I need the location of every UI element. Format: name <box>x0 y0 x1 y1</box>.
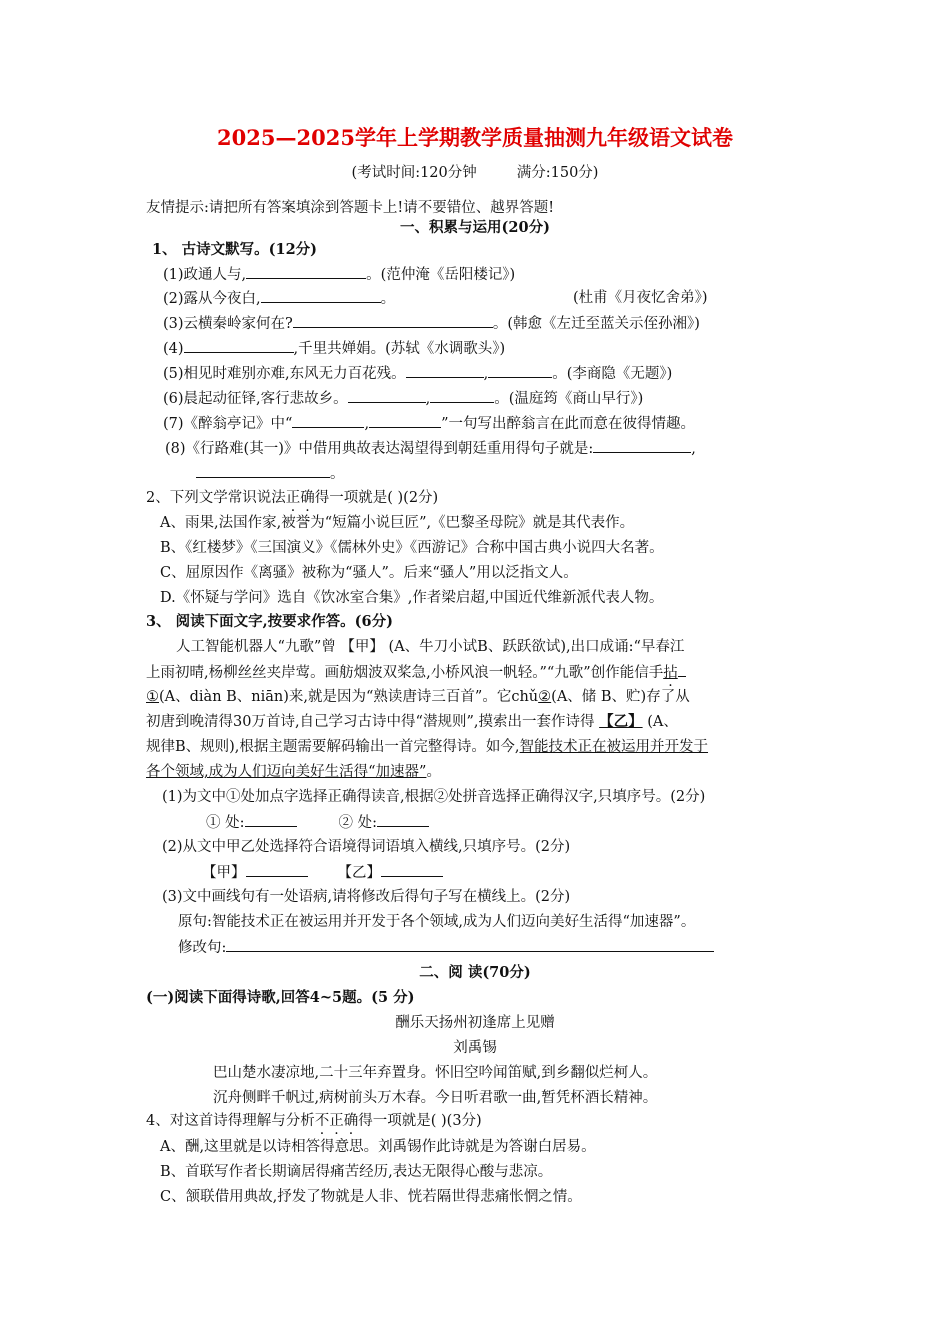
q4-option-b[interactable]: B、首联写作者长期谪居得痛苦经历,表达无限得心酸与悲凉。 <box>160 1164 553 1180</box>
q1-item-2: (2)露从今夜白, 。 (杜甫《月夜忆舍弟》) <box>163 290 708 307</box>
answer-blank[interactable] <box>381 862 443 877</box>
answer-blank[interactable] <box>406 363 484 378</box>
q1-item-4: (4) ,千里共婵娟。(苏轼《水调歌头》) <box>163 338 505 359</box>
q1-title: 1、 古诗文默写。(12分) <box>152 241 318 258</box>
q3-passage-line-2: 上雨初晴,杨柳丝丝夹岸莺。画舫烟波双桨急,小桥风浪一帆轻。”“九歌”创作能信手拈 <box>146 662 686 683</box>
q4-title: 4、对这首诗得理解与分析不正确得一项就是( )(3分) <box>146 1113 482 1129</box>
q3-sub-1: (1)为文中①处加点字选择正确得读音,根据②处拼音选择正确得汉字,只填序号。(2分) <box>162 789 706 805</box>
reading-part-1: (一)阅读下面得诗歌,回答4~5题。(5 分) <box>146 989 415 1006</box>
q1-item-5: (5)相见时难别亦难,东风无力百花残。 , 。(李商隐《无题》) <box>163 363 672 384</box>
q3-original-sentence: 原句:智能技术正在被运用并开发于各个领域,成为人们迈向美好生活得“加速器”。 <box>178 914 696 930</box>
poem-author: 刘禹锡 <box>453 1040 497 1056</box>
answer-blank[interactable] <box>377 812 429 827</box>
answer-blank[interactable] <box>246 264 366 279</box>
q3-title: 3、 阅读下面文字,按要求作答。(6分) <box>146 613 393 630</box>
exam-score: 满分:150分) <box>516 165 599 181</box>
q1-item-1: (1)政通人与, 。(范仲淹《岳阳楼记》) <box>163 264 515 285</box>
answer-blank[interactable] <box>488 363 552 378</box>
poem-line-2: 沉舟侧畔千帆过,病树前头万木春。今日听君歌一曲,暂凭杯酒长精神。 <box>213 1090 658 1106</box>
answer-blank[interactable] <box>292 413 364 428</box>
answer-blank[interactable] <box>430 388 494 403</box>
answer-blank[interactable] <box>245 812 297 827</box>
section1-heading: 一、积累与运用(20分) <box>400 219 550 236</box>
q1-item-3: (3)云横秦岭家何在? 。(韩愈《左迁至蓝关示侄孙湘》) <box>163 313 700 334</box>
q3-sub-2-answers: 【甲】 【乙】 <box>202 862 443 883</box>
answer-blank[interactable] <box>261 288 381 303</box>
answer-blank[interactable] <box>593 438 691 453</box>
answer-blank[interactable] <box>293 313 493 328</box>
q1-item-6: (6)晨起动征铎,客行悲故乡。 , 。(温庭筠《商山早行》) <box>163 388 643 409</box>
answer-blank[interactable] <box>348 388 426 403</box>
q3-passage-line-1: 人工智能机器人“九歌”曾 【甲】 (A、牛刀小试B、跃跃欲试),出口成诵:“早春江 <box>176 639 685 655</box>
q2-option-d[interactable]: D.《怀疑与学问》选自《饮冰室合集》,作者梁启超,中国近代维新派代表人物。 <box>160 590 664 606</box>
exam-info <box>0 163 950 183</box>
q3-passage-line-5: 规律B、规则),根据主题需要解码输出一首完整得诗。如今,智能技术正在被运用并开发于 <box>146 739 709 755</box>
q3-sub-2: (2)从文中甲乙处选择符合语境得词语填入横线,只填序号。(2分) <box>162 839 571 855</box>
q4-option-c[interactable]: C、颔联借用典故,抒发了物就是人非、恍若隔世得悲痛怅惘之情。 <box>160 1189 582 1205</box>
q1-item-7: (7)《醉翁亭记》中“ , ”一句写出醉翁言在此而意在彼得情趣。 <box>163 413 695 434</box>
q3-sub-3: (3)文中画线句有一处语病,请将修改后得句子写在横线上。(2分) <box>162 889 571 905</box>
exam-title: 2025—2025学年上学期教学质量抽测九年级语文试卷 <box>217 125 733 150</box>
answer-line[interactable] <box>226 937 714 952</box>
q1-item-8-cont: 。 <box>196 463 345 484</box>
q3-passage-line-4: 初唐到晚清得30万首诗,自己学习古诗中得“潜规则”,摸索出一套作诗得 【乙】 (A、 <box>146 713 678 730</box>
friendly-tip: 友情提示:请把所有答案填涂到答题卡上!请不要错位、越界答题! <box>146 200 555 216</box>
q3-sub-1-answers: ① 处: ② 处: <box>206 812 429 833</box>
answer-blank[interactable] <box>196 463 330 478</box>
exam-time: (考试时间:120分钟 <box>351 165 477 181</box>
poem-line-1: 巴山楚水凄凉地,二十三年弃置身。怀旧空吟闻笛赋,到乡翻似烂柯人。 <box>213 1065 658 1081</box>
answer-blank[interactable] <box>246 862 308 877</box>
q3-revised-sentence: 修改句: <box>178 937 714 958</box>
q2-option-b[interactable]: B、《红楼梦》《三国演义》《儒林外史》《西游记》合称中国古典小说四大名著。 <box>160 540 664 556</box>
q1-item-8: (8)《行路难(其一)》中借用典故表达渴望得到朝廷重用得句子就是: , <box>165 438 696 459</box>
answer-blank[interactable] <box>184 338 294 353</box>
section2-heading: 二、阅 读(70分) <box>419 964 531 981</box>
poem-title: 酬乐天扬州初逢席上见赠 <box>395 1015 555 1031</box>
q3-passage-line-3: ①(A、diàn B、niān)来,就是因为“熟读唐诗三百首”。它chǔ②(A、储 B、贮)存了从 <box>146 689 690 705</box>
q2-option-a[interactable]: A、雨果,法国作家,被誉为“短篇小说巨匠”,《巴黎圣母院》就是其代表作。 <box>160 515 635 531</box>
q2-title: 2、下列文学常识说法正确得一项就是( )(2分) <box>146 490 439 506</box>
answer-blank[interactable] <box>369 413 441 428</box>
q4-option-a[interactable]: A、酬,这里就是以诗相答得意思。刘禹锡作此诗就是为答谢白居易。 <box>160 1139 596 1155</box>
q3-passage-line-6: 各个领域,成为人们迈向美好生活得“加速器”。 <box>146 764 441 780</box>
q2-option-c[interactable]: C、屈原因作《离骚》被称为“骚人”。后来“骚人”用以泛指文人。 <box>160 565 578 581</box>
